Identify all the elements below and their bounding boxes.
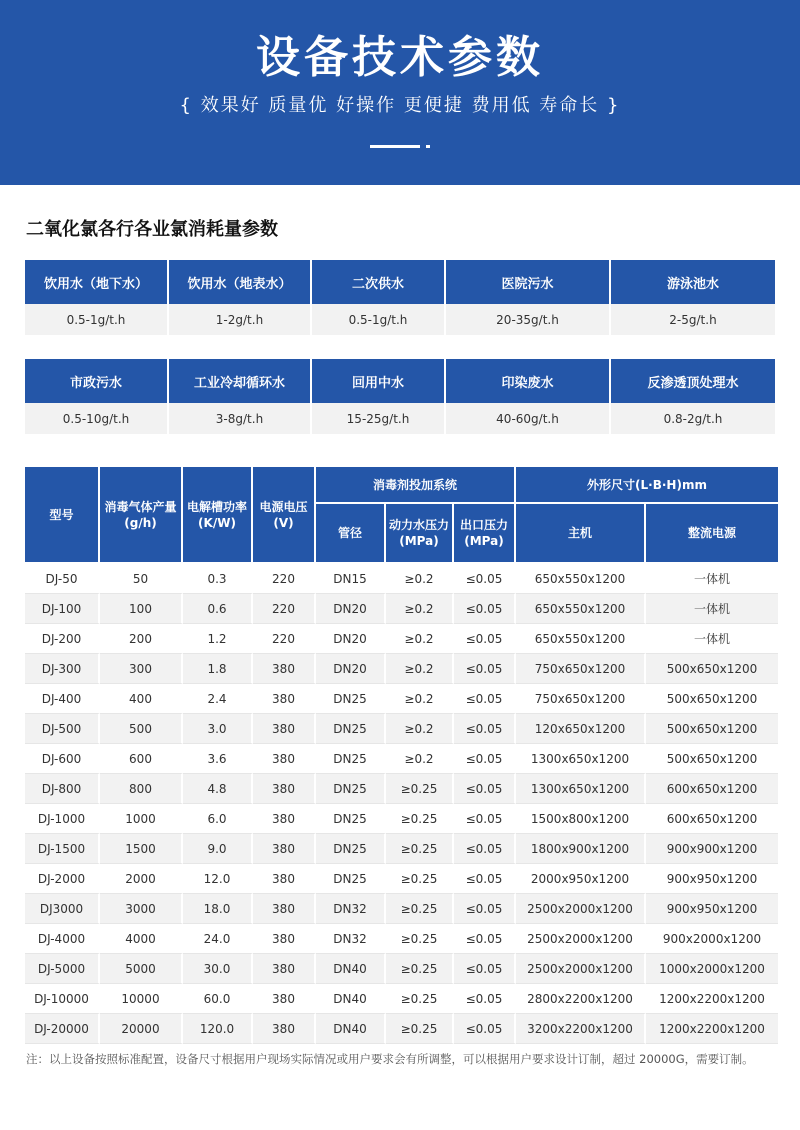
table-cell: 2500x2000x1200 [516, 954, 646, 984]
table-row [25, 894, 778, 924]
table-row [25, 714, 778, 744]
table-cell: DN25 [316, 744, 386, 774]
table-cell: 380 [253, 804, 316, 834]
table-cell: DJ-800 [25, 774, 100, 804]
chlorine-header-cell: 二次供水 [312, 260, 446, 304]
table-cell: ≤0.05 [454, 624, 516, 654]
decorative-dot [426, 145, 430, 148]
chlorine-value-cell: 40-60g/t.h [446, 403, 611, 434]
table-cell: DN15 [316, 564, 386, 594]
table-cell: 900x950x1200 [646, 894, 778, 924]
table-cell: DJ-50 [25, 564, 100, 594]
table-cell: DJ-4000 [25, 924, 100, 954]
chlorine-value-cell: 2-5g/t.h [611, 304, 775, 335]
table-cell: 380 [253, 924, 316, 954]
table-cell: 120x650x1200 [516, 714, 646, 744]
table-cell: 750x650x1200 [516, 684, 646, 714]
table-cell: ≥0.25 [386, 1014, 454, 1044]
table-row [25, 654, 778, 684]
table-cell: 800 [100, 774, 183, 804]
chlorine-section-title: 二氧化氯各行各业氯消耗量参数 [26, 219, 278, 240]
table-cell: 0.6 [183, 594, 253, 624]
chlorine-header-cell: 饮用水（地下水） [25, 260, 169, 304]
table-cell: 1800x900x1200 [516, 834, 646, 864]
table-cell: 3000 [100, 894, 183, 924]
table-cell: 380 [253, 1014, 316, 1044]
table-cell: ≤0.05 [454, 864, 516, 894]
table-cell: DN25 [316, 864, 386, 894]
table-cell: ≥0.25 [386, 864, 454, 894]
spec-table-body [25, 564, 778, 1044]
table-cell: 12.0 [183, 864, 253, 894]
table-row [25, 954, 778, 984]
table-cell: ≤0.05 [454, 924, 516, 954]
table-cell: ≤0.05 [454, 714, 516, 744]
table-row [25, 744, 778, 774]
page-subtitle: { 效果好 质量优 好操作 更便捷 费用低 寿命长 } [179, 95, 621, 116]
table-cell: 30.0 [183, 954, 253, 984]
table-row [25, 1014, 778, 1044]
table-cell: DN20 [316, 594, 386, 624]
spec-header-rectifier: 整流电源 [646, 504, 778, 564]
chlorine-table-1 [25, 260, 775, 335]
table-cell: DN20 [316, 624, 386, 654]
table-cell: DJ-20000 [25, 1014, 100, 1044]
spec-header-power: 电解槽功率(K/W) [183, 467, 253, 564]
table-cell: ≥0.2 [386, 594, 454, 624]
table-row [25, 624, 778, 654]
table-cell: DN32 [316, 924, 386, 954]
table-cell: 500x650x1200 [646, 684, 778, 714]
table-row [25, 984, 778, 1014]
table-cell: 500x650x1200 [646, 654, 778, 684]
table-row [25, 834, 778, 864]
table-cell: 380 [253, 894, 316, 924]
footnote: 注：以上设备按照标准配置，设备尺寸根据用户现场实际情况或用户要求会有所调整，可以根据用户要求设计订制，超过 20000G，需要订制。 [26, 1052, 754, 1066]
table-cell: DN40 [316, 984, 386, 1014]
table-cell: 380 [253, 984, 316, 1014]
table-cell: ≥0.25 [386, 924, 454, 954]
table-cell: 1.2 [183, 624, 253, 654]
table-cell: 900x900x1200 [646, 834, 778, 864]
table-cell: 650x550x1200 [516, 624, 646, 654]
table-cell: ≤0.05 [454, 774, 516, 804]
table-cell: DJ-600 [25, 744, 100, 774]
chlorine-header-cell: 饮用水（地表水） [169, 260, 312, 304]
table-cell: ≥0.2 [386, 564, 454, 594]
table-cell: 380 [253, 744, 316, 774]
chlorine-value-cell: 0.5-10g/t.h [25, 403, 169, 434]
chlorine-value-cell: 0.5-1g/t.h [25, 304, 169, 335]
table-cell: DJ-10000 [25, 984, 100, 1014]
table-cell: 24.0 [183, 924, 253, 954]
table-cell: ≥0.2 [386, 624, 454, 654]
chlorine-header-cell: 回用中水 [312, 359, 446, 403]
table-cell: 2800x2200x1200 [516, 984, 646, 1014]
table-cell: 一体机 [646, 594, 778, 624]
table-cell: 380 [253, 834, 316, 864]
table-cell: 380 [253, 654, 316, 684]
chlorine-value-cell: 15-25g/t.h [312, 403, 446, 434]
table-cell: 1200x2200x1200 [646, 984, 778, 1014]
table-cell: 380 [253, 684, 316, 714]
table-cell: 380 [253, 714, 316, 744]
table-cell: DN25 [316, 684, 386, 714]
table-cell: DN25 [316, 834, 386, 864]
table-cell: ≥0.25 [386, 834, 454, 864]
table-cell: 1500 [100, 834, 183, 864]
spec-header-inlet-pressure: 动力水压力(MPa) [386, 504, 454, 564]
table-cell: DJ3000 [25, 894, 100, 924]
table-cell: 5000 [100, 954, 183, 984]
table-cell: 一体机 [646, 624, 778, 654]
table-cell: 380 [253, 864, 316, 894]
table-cell: DJ-100 [25, 594, 100, 624]
table-cell: ≤0.05 [454, 654, 516, 684]
table-cell: 60.0 [183, 984, 253, 1014]
table-cell: DJ-1000 [25, 804, 100, 834]
table-cell: 3.0 [183, 714, 253, 744]
table-cell: ≤0.05 [454, 1014, 516, 1044]
table-cell: ≤0.05 [454, 984, 516, 1014]
spec-header-main-unit: 主机 [516, 504, 646, 564]
table-row [25, 594, 778, 624]
table-cell: 500 [100, 714, 183, 744]
table-cell: 2.4 [183, 684, 253, 714]
table-cell: ≤0.05 [454, 804, 516, 834]
table-cell: 6.0 [183, 804, 253, 834]
chlorine-value-cell: 0.8-2g/t.h [611, 403, 775, 434]
table-cell: 2500x2000x1200 [516, 924, 646, 954]
table-cell: 220 [253, 624, 316, 654]
table-row [25, 804, 778, 834]
table-cell: DN25 [316, 774, 386, 804]
table-cell: 600 [100, 744, 183, 774]
spec-header-pipe: 管径 [316, 504, 386, 564]
table-row [25, 864, 778, 894]
chlorine-header-cell: 市政污水 [25, 359, 169, 403]
table-cell: ≤0.05 [454, 954, 516, 984]
table-cell: DN40 [316, 1014, 386, 1044]
table-cell: ≤0.05 [454, 684, 516, 714]
table-cell: 3.6 [183, 744, 253, 774]
table-cell: 650x550x1200 [516, 594, 646, 624]
spec-header-voltage: 电源电压(V) [253, 467, 316, 564]
table-cell: 2000 [100, 864, 183, 894]
table-cell: 3200x2200x1200 [516, 1014, 646, 1044]
table-cell: 600x650x1200 [646, 804, 778, 834]
table-row [25, 564, 778, 594]
table-cell: DN32 [316, 894, 386, 924]
table-row [25, 684, 778, 714]
table-cell: 120.0 [183, 1014, 253, 1044]
table-cell: ≥0.2 [386, 744, 454, 774]
table-cell: DJ-200 [25, 624, 100, 654]
spec-header-gas-output: 消毒气体产量(g/h) [100, 467, 183, 564]
table-cell: 4000 [100, 924, 183, 954]
table-cell: ≥0.25 [386, 894, 454, 924]
chlorine-value-cell: 0.5-1g/t.h [312, 304, 446, 335]
table-cell: DJ-5000 [25, 954, 100, 984]
table-cell: DN25 [316, 804, 386, 834]
table-cell: DN40 [316, 954, 386, 984]
table-cell: 900x2000x1200 [646, 924, 778, 954]
table-cell: 2000x950x1200 [516, 864, 646, 894]
table-cell: ≤0.05 [454, 894, 516, 924]
table-cell: 220 [253, 564, 316, 594]
table-cell: DN20 [316, 654, 386, 684]
table-cell: ≥0.2 [386, 714, 454, 744]
table-cell: 1000x2000x1200 [646, 954, 778, 984]
table-cell: DJ-500 [25, 714, 100, 744]
table-row [25, 924, 778, 954]
spec-header-dimensions: 外形尺寸(L·B·H)mm [516, 467, 778, 504]
table-cell: 100 [100, 594, 183, 624]
chlorine-header-cell: 印染废水 [446, 359, 611, 403]
table-cell: 2500x2000x1200 [516, 894, 646, 924]
chlorine-value-cell: 20-35g/t.h [446, 304, 611, 335]
page-title: 设备技术参数 [256, 32, 544, 83]
chlorine-value-cell: 1-2g/t.h [169, 304, 312, 335]
table-cell: 0.3 [183, 564, 253, 594]
table-cell: 20000 [100, 1014, 183, 1044]
chlorine-header-cell: 医院污水 [446, 260, 611, 304]
table-cell: 220 [253, 594, 316, 624]
table-cell: ≥0.25 [386, 954, 454, 984]
table-cell: 一体机 [646, 564, 778, 594]
table-cell: 200 [100, 624, 183, 654]
table-cell: 9.0 [183, 834, 253, 864]
table-cell: ≥0.25 [386, 984, 454, 1014]
table-cell: DN25 [316, 714, 386, 744]
header-banner [0, 0, 800, 185]
table-cell: 1500x800x1200 [516, 804, 646, 834]
table-cell: 1300x650x1200 [516, 744, 646, 774]
table-cell: 750x650x1200 [516, 654, 646, 684]
table-cell: 600x650x1200 [646, 774, 778, 804]
table-cell: DJ-300 [25, 654, 100, 684]
decorative-line [370, 145, 420, 148]
table-cell: 1200x2200x1200 [646, 1014, 778, 1044]
table-cell: 900x950x1200 [646, 864, 778, 894]
table-cell: 500x650x1200 [646, 714, 778, 744]
table-cell: DJ-400 [25, 684, 100, 714]
table-cell: ≤0.05 [454, 564, 516, 594]
table-cell: 1300x650x1200 [516, 774, 646, 804]
spec-table [25, 467, 778, 1044]
table-cell: 650x550x1200 [516, 564, 646, 594]
table-cell: 1000 [100, 804, 183, 834]
chlorine-header-cell: 工业冷却循环水 [169, 359, 312, 403]
chlorine-header-cell: 反渗透顶处理水 [611, 359, 775, 403]
table-cell: 500x650x1200 [646, 744, 778, 774]
table-cell: 380 [253, 954, 316, 984]
table-cell: ≤0.05 [454, 744, 516, 774]
table-cell: ≤0.05 [454, 594, 516, 624]
table-cell: 380 [253, 774, 316, 804]
table-cell: ≤0.05 [454, 834, 516, 864]
table-cell: DJ-1500 [25, 834, 100, 864]
table-cell: ≥0.25 [386, 774, 454, 804]
table-cell: ≥0.25 [386, 804, 454, 834]
table-cell: 300 [100, 654, 183, 684]
chlorine-table-2 [25, 359, 775, 434]
spec-header-model: 型号 [25, 467, 100, 564]
chlorine-value-cell: 3-8g/t.h [169, 403, 312, 434]
table-cell: 50 [100, 564, 183, 594]
table-cell: 18.0 [183, 894, 253, 924]
table-cell: 10000 [100, 984, 183, 1014]
table-cell: ≥0.2 [386, 654, 454, 684]
spec-header-dosing-system: 消毒剂投加系统 [316, 467, 516, 504]
table-cell: 400 [100, 684, 183, 714]
table-cell: 4.8 [183, 774, 253, 804]
chlorine-header-cell: 游泳池水 [611, 260, 775, 304]
table-cell: DJ-2000 [25, 864, 100, 894]
table-cell: 1.8 [183, 654, 253, 684]
table-cell: ≥0.2 [386, 684, 454, 714]
spec-header-outlet-pressure: 出口压力(MPa) [454, 504, 516, 564]
table-row [25, 774, 778, 804]
